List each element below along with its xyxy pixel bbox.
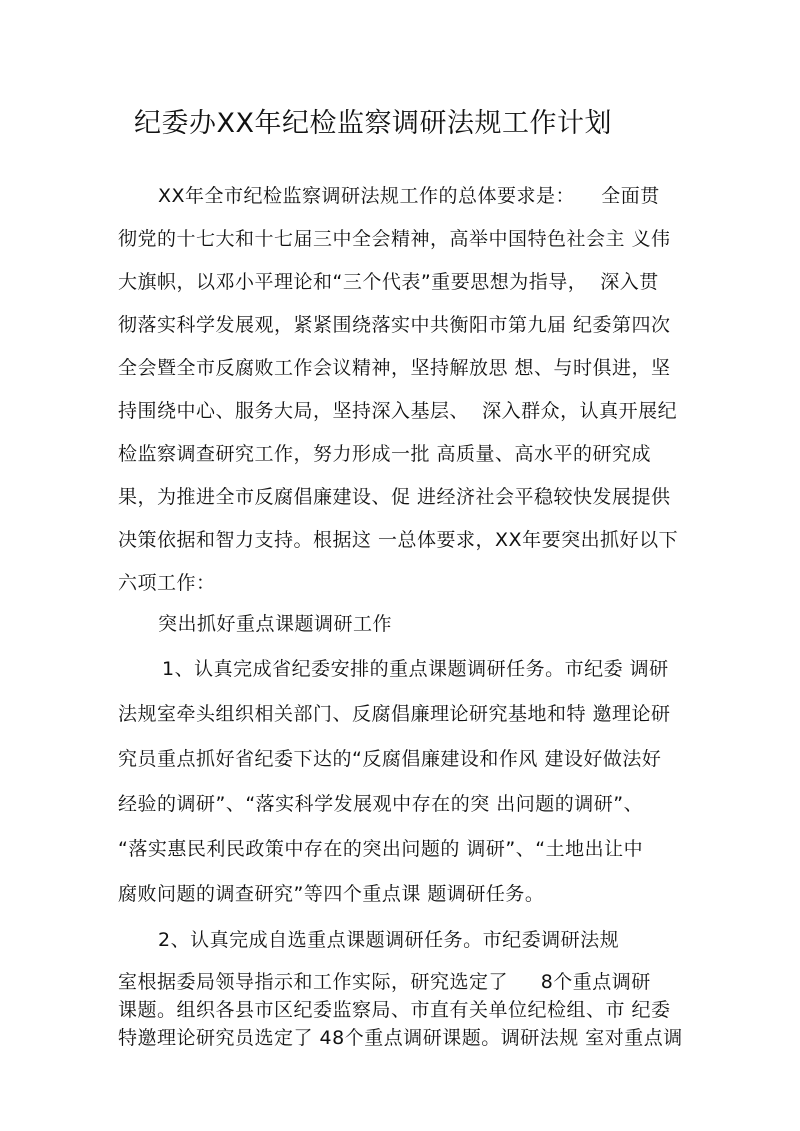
body-line: 全会暨全市反腐败工作会议精神，坚持解放思 想、与时俱进，坚 xyxy=(118,357,671,379)
body-line: 彻落实科学发展观，紧紧围绕落实中共衡阳市第九届 纪委第四次 xyxy=(118,314,671,336)
body-line: 1、认真完成省纪委安排的重点课题调研任务。市纪委 调研 xyxy=(162,658,669,680)
body-line: 果，为推进全市反腐倡廉建设、促 进经济社会平稳较快发展提供 xyxy=(118,486,671,508)
body-line: 究员重点抓好省纪委下达的“反腐倡廉建设和作风 建设好做法好 xyxy=(118,748,662,770)
body-line: 课题。组织各县市区纪委监察局、市直有关单位纪检组、市 纪委 xyxy=(118,999,671,1021)
body-line: 六项工作： xyxy=(118,572,216,594)
body-line: 决策依据和智力支持。根据这 一总体要求，XX年要突出抓好以下 xyxy=(118,529,679,551)
body-line: 腐败问题的调查研究”等四个重点课 题调研任务。 xyxy=(118,883,545,905)
body-line: 持围绕中心、服务大局，坚持深入基层、 深入群众，认真开展纪 xyxy=(118,400,678,422)
body-line: 彻党的十七大和十七届三中全会精神，高举中国特色社会主 义伟 xyxy=(118,228,671,250)
body-line: 室根据委局领导指示和工作实际，研究选定了 8个重点调研 xyxy=(118,971,651,993)
body-line: 特邀理论研究员选定了 48个重点调研课题。调研法规 室对重点调 xyxy=(118,1027,683,1049)
body-line: 经验的调研”、“落实科学发展观中存在的突 出问题的调研”、 xyxy=(118,793,644,815)
body-line: 法规室牵头组织相关部门、反腐倡廉理论研究基地和特 邀理论研 xyxy=(118,703,671,725)
section-heading: 突出抓好重点课题调研工作 xyxy=(158,613,393,635)
document-title: 纪委办XX年纪检监察调研法规工作计划 xyxy=(134,108,612,139)
body-line: 2、认真完成自选重点课题调研任务。市纪委调研法规 xyxy=(158,929,620,951)
body-line: 大旗帜，以邓小平理论和“三个代表”重要思想为指导， 深入贯 xyxy=(118,271,659,293)
body-line: 检监察调查研究工作，努力形成一批 高质量、高水平的研究成 xyxy=(118,443,652,465)
body-line: XX年全市纪检监察调研法规工作的总体要求是： 全面贯 xyxy=(158,185,660,207)
body-line: “落实惠民利民政策中存在的突出问题的 调研”、“土地出让中 xyxy=(118,838,644,860)
